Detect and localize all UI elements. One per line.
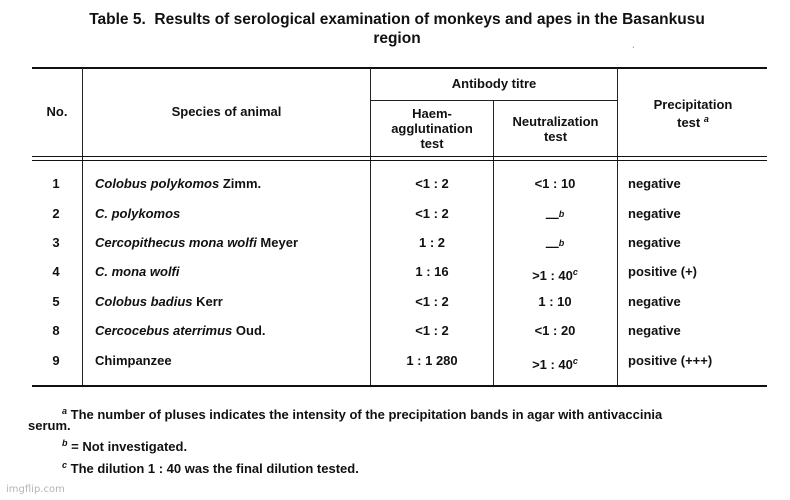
footnote-a-text: The number of pluses indicates the intensity of the precipitation bands in agar with antivaccinia <box>67 407 663 422</box>
species-name <box>95 353 172 369</box>
footnote-b-mark: b <box>62 438 68 448</box>
species-authority: Chimpanzee <box>95 353 172 368</box>
table-title-line-1 <box>22 10 772 29</box>
header-haemagglutination <box>371 106 493 151</box>
haemagglutination-value: 1 : 1 280 <box>406 353 458 368</box>
table-title-text: Results of serological examination of monkeys and apes in the Basankusu <box>154 11 705 28</box>
footnote-c-text: The dilution 1 : 40 was the final dilution tested. <box>67 461 359 476</box>
header-prec-line-1: Precipitation <box>653 97 733 112</box>
species-authority: Zimm. <box>219 176 262 191</box>
haemagglutination-value: <1 : 2 <box>415 323 449 338</box>
neutralization-value <box>494 323 616 339</box>
neutralization-text: >1 : 40 <box>532 268 573 283</box>
precipitation-value: negative <box>628 176 681 191</box>
table-title <box>22 10 772 48</box>
neutralization-value <box>494 206 616 226</box>
haemagglutination-value: <1 : 2 <box>415 206 449 221</box>
footnote-marker: b <box>558 209 565 219</box>
table-top-rule <box>32 67 767 69</box>
footnote-a <box>62 404 662 422</box>
row-number: 3 <box>52 235 60 250</box>
row-number: 9 <box>52 353 60 368</box>
row-number: 5 <box>52 294 60 309</box>
species-authority: Oud. <box>232 323 266 338</box>
table-label: Table 5. <box>89 11 146 28</box>
species-authority: Meyer <box>256 235 299 250</box>
haemagglutination-value: 1 : 16 <box>415 264 449 279</box>
neutralization-value <box>494 176 616 192</box>
precipitation-value: negative <box>628 323 681 338</box>
footnote-marker: c <box>572 267 578 277</box>
footnote-a-cont: serum. <box>28 418 71 433</box>
header-precipitation <box>618 97 768 130</box>
haemagglutination-value: 1 : 2 <box>418 235 445 250</box>
row-number: 1 <box>52 176 60 191</box>
row-number: 4 <box>52 264 60 279</box>
header-haem-line-1: Haem- <box>412 106 452 121</box>
precipitation-value: positive (+++) <box>628 353 713 368</box>
neutralization-text: — <box>545 239 559 254</box>
header-haem-line-3: test <box>420 136 444 151</box>
header-rule-2 <box>32 160 767 161</box>
species-name <box>95 264 180 280</box>
header-haem-line-2: agglutination <box>391 121 473 136</box>
footnote-marker: c <box>572 356 578 366</box>
neutralization-value <box>494 353 616 373</box>
precipitation-value: negative <box>628 294 681 309</box>
neutralization-value <box>494 294 616 310</box>
species-name <box>95 206 180 222</box>
table-bottom-rule <box>32 385 767 387</box>
species-name <box>95 235 298 251</box>
species-latin-name: Colobus badius <box>95 294 193 309</box>
species-latin-name: C. polykomos <box>95 206 181 221</box>
header-no: No. <box>46 104 68 119</box>
neutralization-text: <1 : 10 <box>534 176 576 191</box>
footnote-a-marker: a <box>703 114 709 124</box>
header-rule-1 <box>32 156 767 157</box>
stray-mark: ˎ <box>632 38 635 48</box>
row-number: 2 <box>52 206 60 221</box>
antibody-underline <box>371 100 617 101</box>
footnote-marker: b <box>558 238 565 248</box>
footnote-b-text: = Not investigated. <box>67 439 188 454</box>
species-latin-name: Cercopithecus mona wolfi <box>95 235 257 250</box>
footnote-c <box>62 458 359 476</box>
neutralization-text: <1 : 20 <box>534 323 576 338</box>
haemagglutination-value: <1 : 2 <box>415 176 449 191</box>
header-neut-line-2: test <box>543 129 568 144</box>
header-species: Species of animal <box>171 104 282 119</box>
precipitation-value: negative <box>628 235 681 250</box>
precipitation-value: positive (+) <box>628 264 697 279</box>
footnote-c-mark: c <box>62 460 68 470</box>
watermark: imgflip.com <box>6 484 65 495</box>
species-latin-name: C. mona wolfi <box>95 264 180 279</box>
species-authority: Kerr <box>192 294 223 309</box>
neutralization-text: >1 : 40 <box>532 357 573 372</box>
species-name <box>95 176 261 192</box>
species-latin-name: Cercocebus aterrimus <box>95 323 233 338</box>
footnote-b <box>62 436 187 454</box>
species-latin-name: Colobus polykomos <box>95 176 220 191</box>
neutralization-value <box>494 235 616 255</box>
precipitation-value: negative <box>628 206 681 221</box>
neutralization-text: — <box>545 210 559 225</box>
species-name <box>95 294 223 310</box>
header-prec-line-2: test <box>677 115 701 130</box>
species-name <box>95 323 266 339</box>
haemagglutination-value: <1 : 2 <box>415 294 449 309</box>
header-neutralization <box>494 114 617 144</box>
neutralization-value <box>494 264 616 284</box>
row-number: 8 <box>52 323 60 338</box>
neutralization-text: 1 : 10 <box>538 294 572 309</box>
table-title-line-2: region <box>373 30 421 47</box>
footnote-a-mark: a <box>62 406 68 416</box>
header-neut-line-1: Neutralization <box>512 114 599 129</box>
header-antibody-titre: Antibody titre <box>451 76 537 91</box>
